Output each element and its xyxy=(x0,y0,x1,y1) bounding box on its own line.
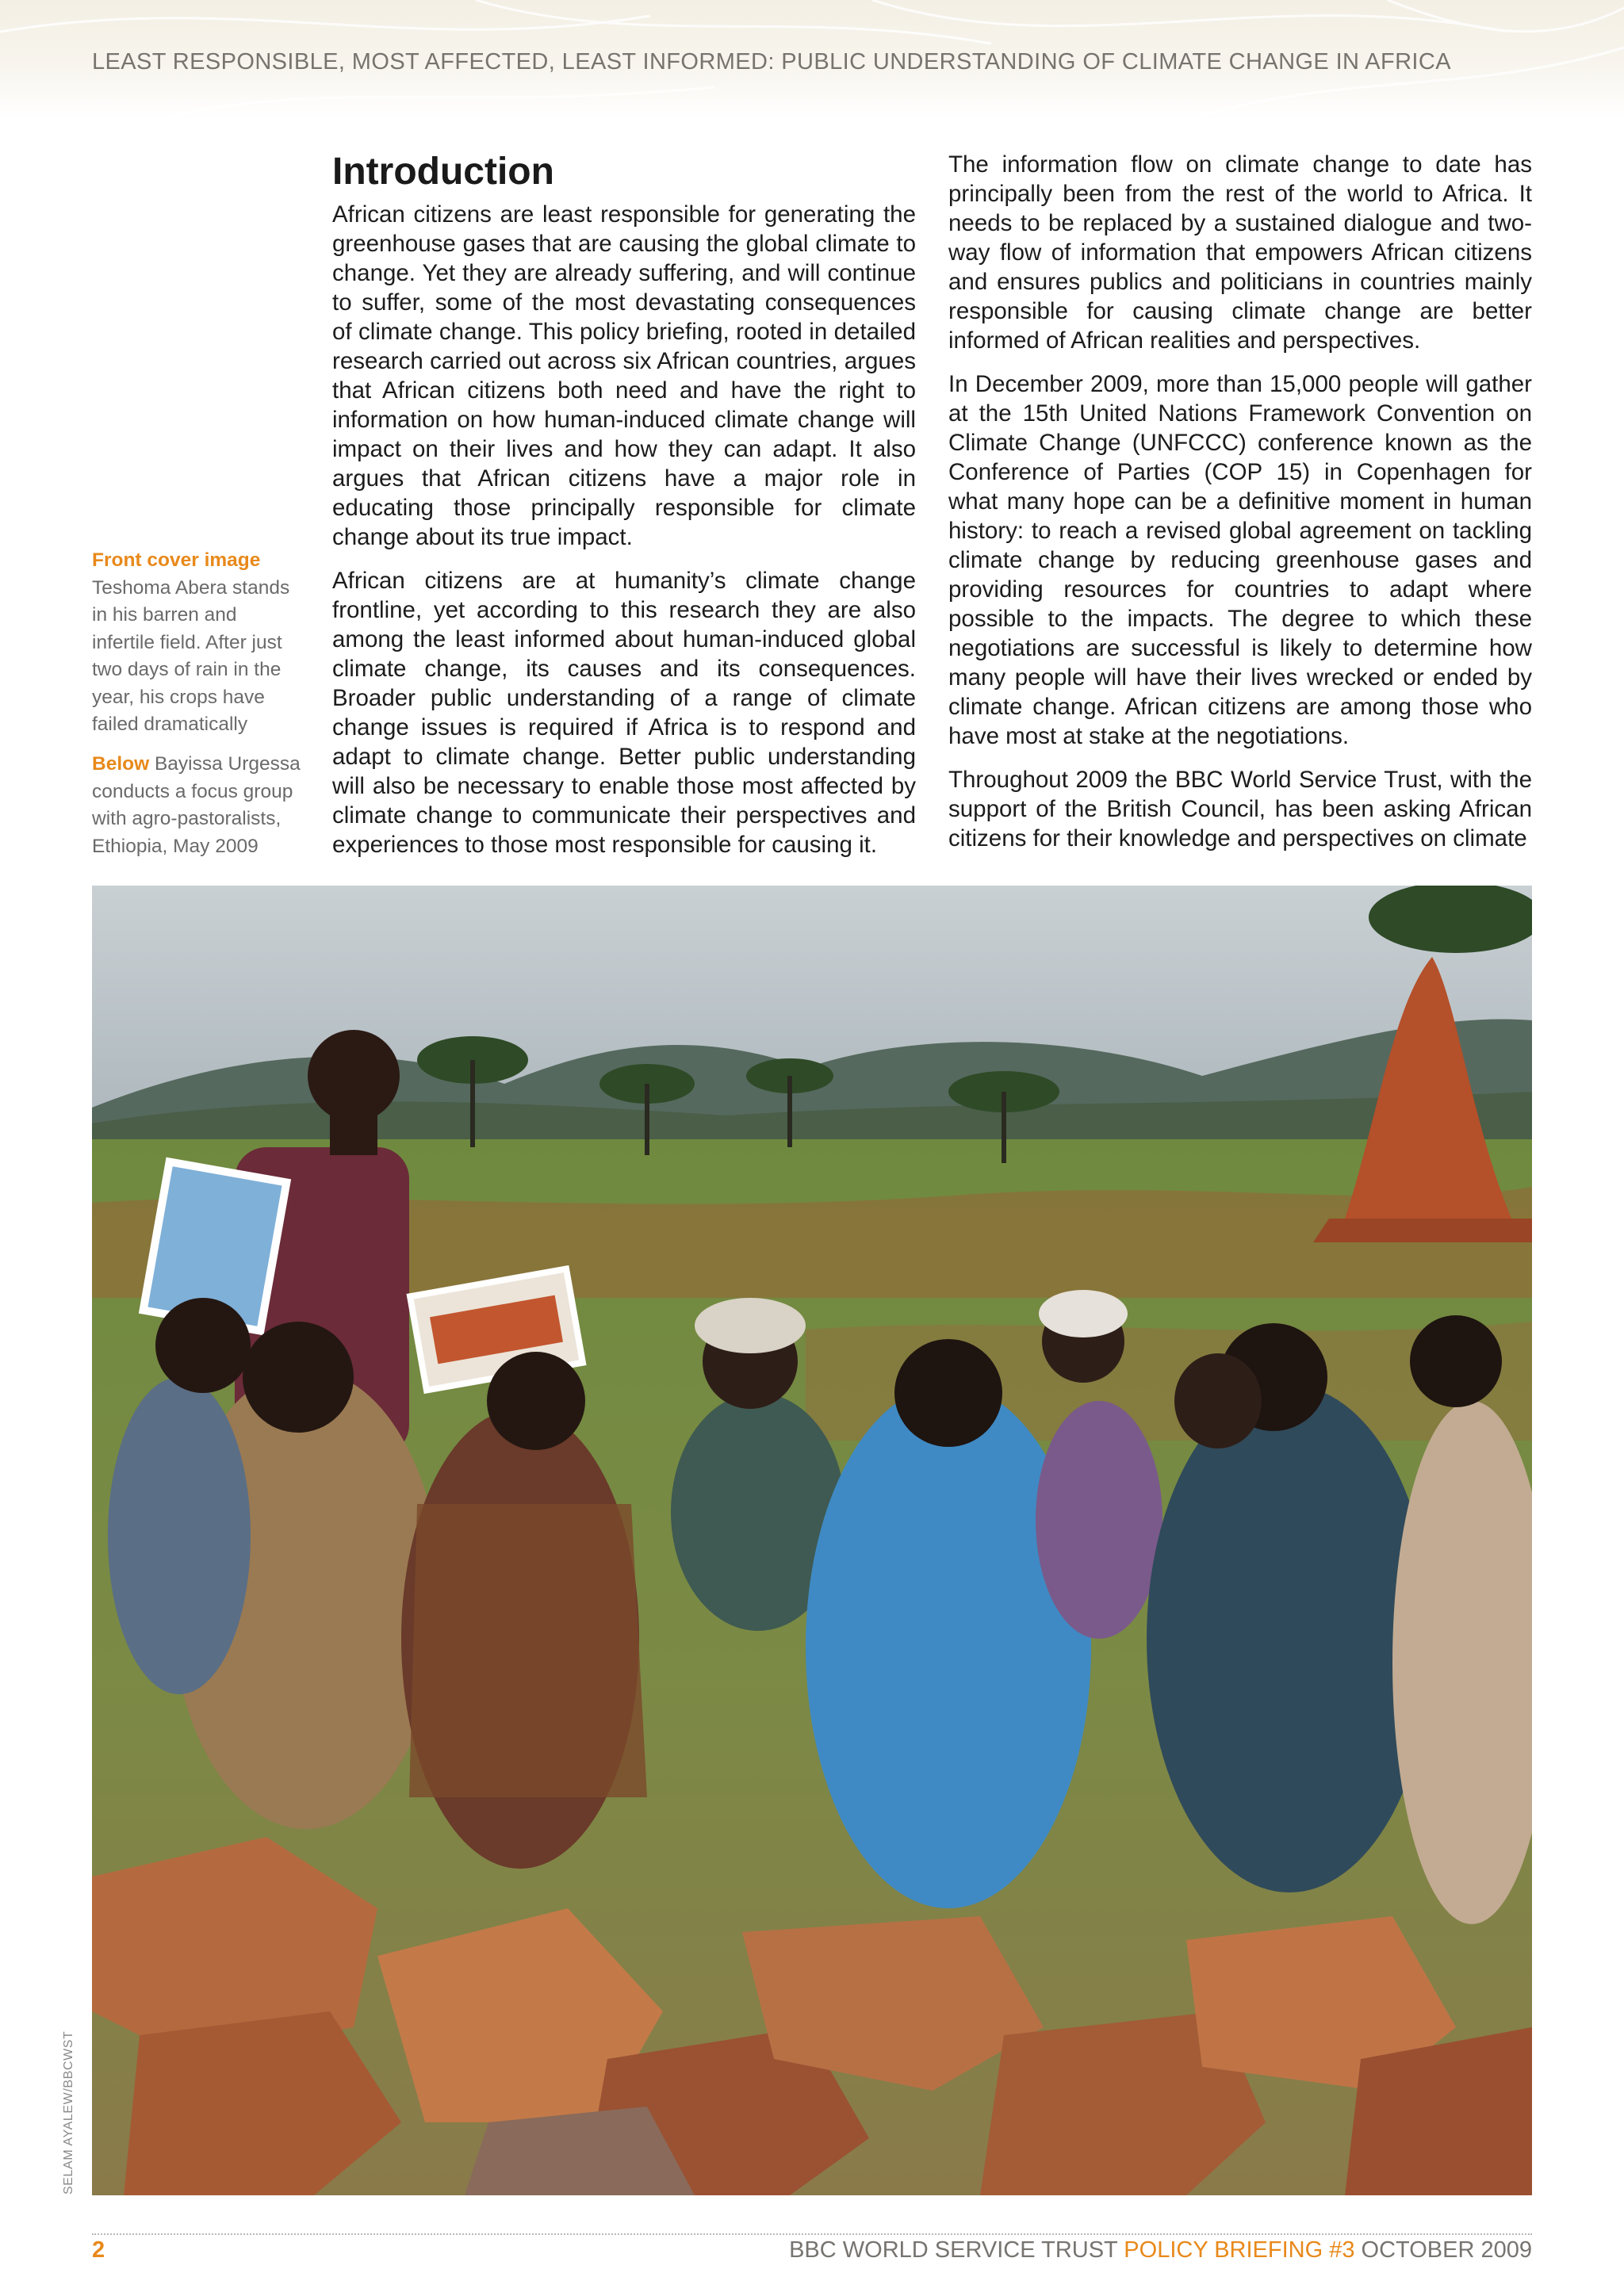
paragraph: African citizens are least responsible for generating the greenhouse gases that are causing the global climate to change. Yet they are already suffering, and will continue to suffer, some of the most devastating consequences of climate change. This policy briefing, rooted in detailed research carried out across six African countries, argues that African citizens both need and have the right to information on how human-induced climate change will impact on their lives and how they can adapt. It also argues that African citizens have a major role in educating those principally responsible for climate change about its true impact. xyxy=(332,201,916,550)
caption-below-photo xyxy=(92,751,304,860)
paragraph: Throughout 2009 the BBC World Service Trust, with the support of the British Council, has been asking African citizens for their knowledge and perspectives on climate xyxy=(948,767,1532,851)
focus-group-photo xyxy=(92,886,1532,2195)
caption-label: Front cover image xyxy=(92,549,261,571)
page-number: 2 xyxy=(92,2237,105,2263)
running-head: LEAST RESPONSIBLE, MOST AFFECTED, LEAST INFORMED: PUBLIC UNDERSTANDING OF CLIMATE CHANGE IN AFRICA xyxy=(92,49,1451,75)
caption-text: Bayissa Urgessa conducts a focus group with agro-pastoralists, Ethiopia, May 2009 xyxy=(92,753,301,857)
caption-text: Teshoma Abera stands in his barren and infertile field. After just two days of rain in the year, his crops have failed dramatically xyxy=(92,576,290,735)
paragraph: The information flow on climate change to date has principally been from the rest of the world to Africa. It needs to be replaced by a sustained dialogue and two-way flow of information that empowers African citizens and ensures publics and politicians in countries mainly responsible for causing climate change are better informed of African realities and perspectives. xyxy=(948,151,1532,354)
footer-publication-line xyxy=(789,2237,1532,2263)
photo-credit: SELAM AYALEW/BBCWST xyxy=(62,2030,75,2195)
paragraph: In December 2009, more than 15,000 people will gather at the 15th United Nations Framework Convention on Climate Change (UNFCCC) conference known as the Conference of Parties (COP 15) in Copenhagen for what many hope can be a definitive moment in human history: to reach a revised global agreement on tackling climate change by reducing greenhouse gases and providing resources for countries to adapt where possible to the impacts. The degree to which these negotiations are successful is likely to determine how many people will have their lives wrecked or ended by climate change. African citizens are among those who have most at stake at the negotiations. xyxy=(948,371,1532,749)
header-band xyxy=(0,0,1624,119)
footer-rule xyxy=(92,2233,1532,2235)
footer-series: POLICY BRIEFING #3 xyxy=(1124,2237,1355,2263)
caption-front-cover xyxy=(92,547,304,739)
caption-label: Below xyxy=(92,753,150,775)
paragraph: African citizens are at humanity’s climate change frontline, yet according to this research they are also among the least informed about human-induced global climate change, its causes and its consequences. Broader public understanding of a range of climate change issues is required if Africa is to respond and adapt to climate change. Better public understanding will also be necessary to enable those most affected by climate change to communicate their perspectives and experiences to those most responsible for causing it. xyxy=(332,568,916,858)
section-heading: Introduction xyxy=(332,151,554,193)
photo-illustration xyxy=(92,886,1532,2195)
article-column-2 xyxy=(948,150,1532,867)
footer-publisher: BBC WORLD SERVICE TRUST xyxy=(789,2237,1124,2263)
footer-date: OCTOBER 2009 xyxy=(1354,2237,1532,2263)
article-column-1 xyxy=(332,149,916,874)
